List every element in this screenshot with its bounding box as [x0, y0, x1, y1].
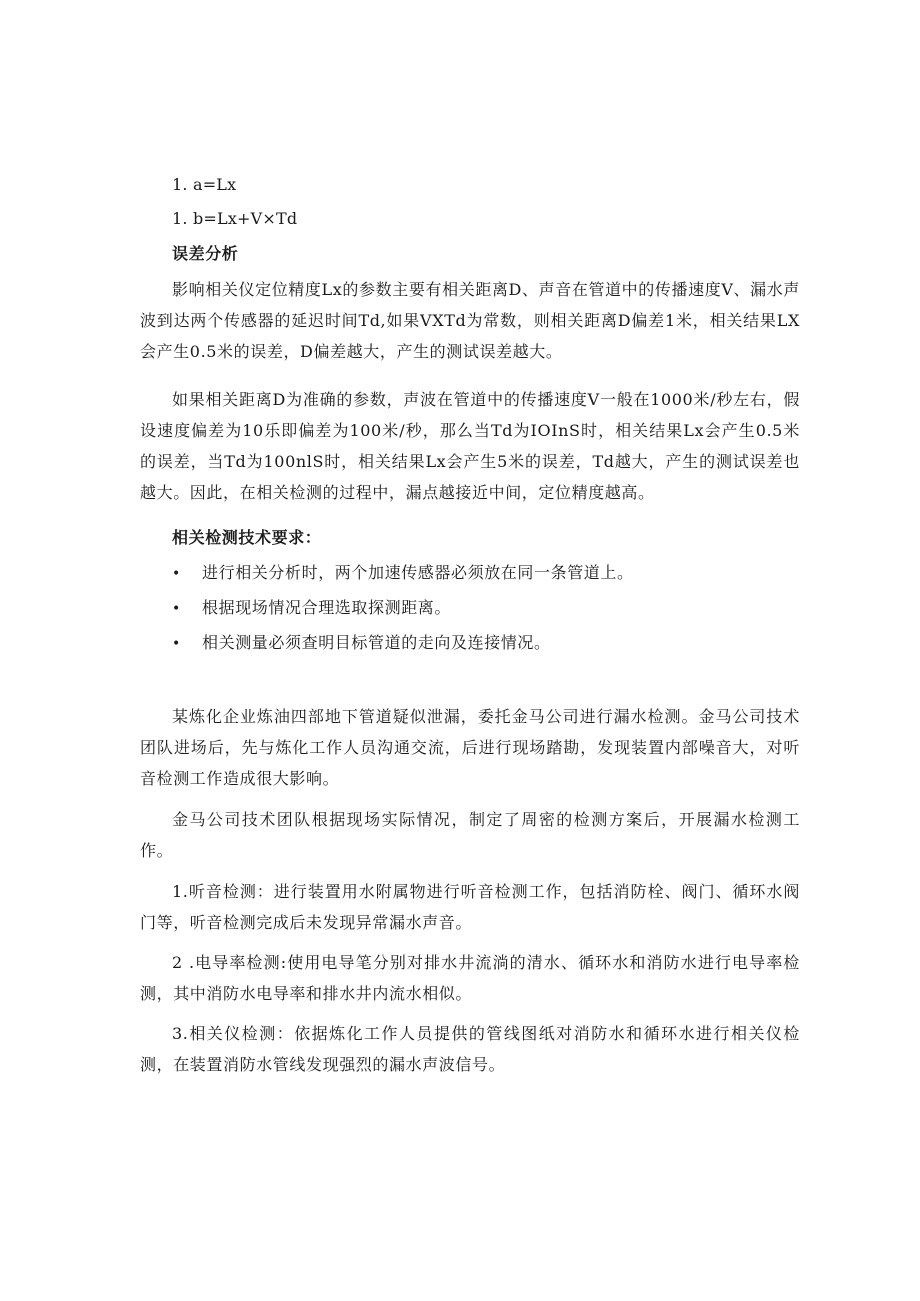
requirements-heading: 相关检测技术要求：: [172, 528, 322, 547]
formula-a: 1. a=Lx: [172, 175, 237, 194]
bullet-dot-icon: •: [172, 566, 181, 582]
case-paragraph-2: 金马公司技术团队根据现场实际情况，制定了周密的检测方案后，开展漏水检测工作。: [140, 810, 800, 860]
case-paragraph-1: 某炼化企业炼油四部地下管道疑似泄漏，委托金马公司进行漏水检测。金马公司技术团队进场后，先与炼化工作人员沟通交流，后进行现场踏勘，发现装置内部噪音大，对听音检测工作造成很大影响。: [140, 707, 800, 788]
case-step-3: 3.相关仪检测：依据炼化工作人员提供的管线图纸对消防水和循环水进行相关仪检测，在装置消防水管线发现强烈的漏水声波信号。: [140, 1024, 800, 1074]
requirement-item: [172, 633, 551, 654]
requirement-item: [172, 598, 451, 619]
formula-b: 1. b=Lx+V×Td: [172, 209, 298, 228]
bullet-dot-icon: •: [172, 601, 181, 617]
case-step-1: 1.听音检测：进行装置用水附属物进行听音检测工作，包括消防栓、阀门、循环水阀门等，听音检测完成后未发现异常漏水声音。: [140, 882, 800, 932]
error-analysis-heading: 误差分析: [172, 244, 239, 263]
error-analysis-paragraph-1: 影响相关仪定位精度Lx的参数主要有相关距离D、声音在管道中的传播速度V、漏水声波到达两个传感器的延迟时间Td,如果VXTd为常数，则相关距离D偏差1米，相关结果LX会产生0.5米的误差，D偏差越大，产生的测试误差越大。: [140, 280, 800, 361]
requirement-text: 根据现场情况合理选取探测距离。: [202, 598, 452, 617]
error-analysis-paragraph-2: 如果相关距离D为准确的参数，声波在管道中的传播速度V一般在1000米/秒左右，假设速度偏差为10乐即偏差为100米/秒，那么当Td为IOInS时，相关结果Lx会产生0.5米的误差，当Td为100nlS时，相关结果Lx会产生5米的误差，Td越大，产生的测试误差也越大。因此，在相关检测的过程中，漏点越接近中间，定位精度越高。: [140, 390, 800, 502]
requirement-item: [172, 563, 634, 584]
case-step-2: 2 .电导率检测:使用电导笔分别对排水井流淌的清水、循环水和消防水进行电导率检测，其中消防水电导率和排水井内流水相似。: [140, 953, 800, 1003]
requirement-text: 进行相关分析时，两个加速传感器必须放在同一条管道上。: [202, 563, 634, 582]
requirement-text: 相关测量必须查明目标管道的走向及连接情况。: [202, 633, 551, 652]
bullet-dot-icon: •: [172, 636, 181, 652]
